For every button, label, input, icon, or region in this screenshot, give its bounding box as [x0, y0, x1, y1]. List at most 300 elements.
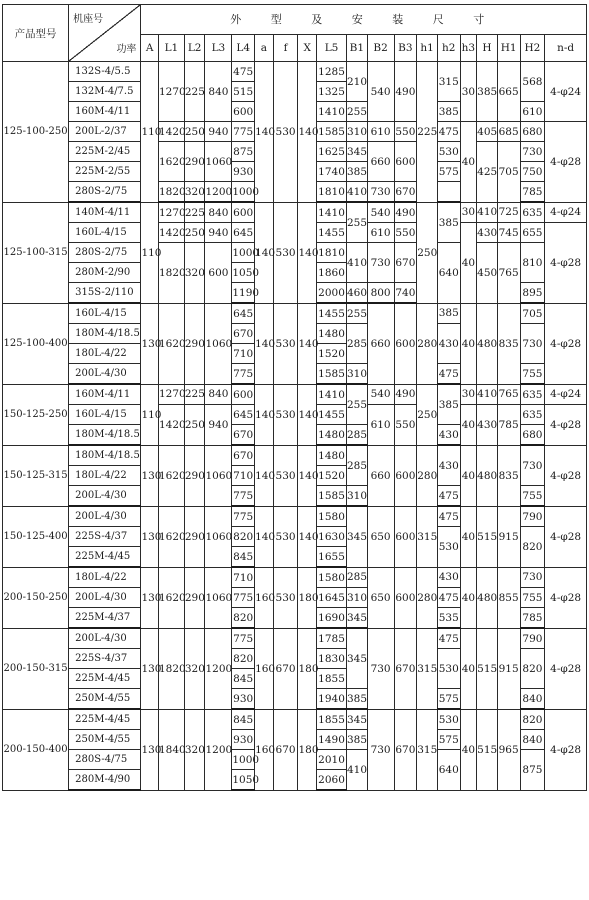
cell-a: 130 [141, 567, 159, 628]
cell-a: 110 [141, 202, 159, 303]
cell-l4: 820 [232, 608, 255, 629]
cell-b1: 410 [347, 182, 368, 203]
cell-h2: 895 [520, 283, 545, 304]
cell-l2: 290 [184, 506, 205, 567]
cell-nd: 4-φ28 [545, 628, 587, 709]
cell-h2: 610 [520, 102, 545, 122]
cell-l5: 1585 [317, 122, 347, 142]
cell-f: 530 [273, 303, 298, 384]
cell-l5: 2000 [317, 283, 347, 304]
cell-l3: 1060 [205, 142, 232, 182]
cell-l3: 1060 [205, 445, 232, 506]
cell-nd: 4-φ28 [545, 405, 587, 446]
cell-h2 [437, 182, 460, 203]
motor-cell: 132M-4/7.5 [69, 82, 141, 102]
cell-l2: 250 [184, 122, 205, 142]
cell-l3: 1200 [205, 182, 232, 203]
cell-h1: 765 [497, 243, 520, 304]
cell-a: 130 [141, 303, 159, 384]
cell-l3: 1200 [205, 709, 232, 790]
header-col-l2: L2 [184, 34, 205, 61]
cell-h2: 820 [520, 527, 545, 568]
cell-h2: 385 [437, 384, 460, 425]
cell-h3: 40 [460, 709, 477, 790]
header-col-b3: B3 [394, 34, 417, 61]
cell-b2: 610 [367, 223, 394, 243]
cell-b2: 540 [367, 202, 394, 223]
cell-b2: 540 [367, 62, 394, 122]
cell-l4: 1000 [232, 243, 255, 263]
cell-h1: 745 [497, 223, 520, 243]
cell-l1: 1820 [159, 628, 185, 709]
cell-a: 130 [141, 709, 159, 790]
cell-h2: 430 [437, 445, 460, 486]
cell-a: 110 [141, 62, 159, 203]
table-row [3, 384, 587, 405]
cell-l5: 1585 [317, 364, 347, 385]
cell-l3: 600 [205, 243, 232, 304]
cell-h2: 475 [437, 506, 460, 527]
cell-b1: 285 [347, 425, 368, 446]
cell-l5: 1855 [317, 709, 347, 730]
cell-h2: 475 [437, 122, 460, 142]
header-col-h1: H1 [497, 34, 520, 61]
motor-cell: 160M-4/11 [69, 384, 141, 405]
cell-x: 180 [298, 709, 317, 790]
cell-l4: 710 [232, 466, 255, 486]
motor-cell: 250M-4/55 [69, 689, 141, 710]
cell-h1: 725 [497, 202, 520, 223]
cell-h3: 40 [460, 303, 477, 384]
cell-l3: 840 [205, 62, 232, 122]
cell-h2: 785 [520, 182, 545, 203]
cell-b3: 600 [394, 142, 417, 182]
cell-h2: 575 [437, 162, 460, 182]
cell-l4: 775 [232, 506, 255, 527]
cell-b3: 490 [394, 202, 417, 223]
motor-cell: 225M-2/55 [69, 162, 141, 182]
cell-a: 130 [141, 506, 159, 567]
model-cell: 150-125-250 [3, 384, 69, 445]
cell-h2: 840 [520, 730, 545, 750]
cell-b3: 670 [394, 628, 417, 709]
cell-b3: 670 [394, 243, 417, 283]
cell-l5: 1940 [317, 689, 347, 710]
cell-l5: 1580 [317, 567, 347, 588]
cell-h: 480 [477, 445, 498, 506]
cell-x: 180 [298, 567, 317, 628]
cell-l5: 1285 [317, 62, 347, 82]
cell-l1: 1620 [159, 445, 185, 506]
cell-nd: 4-φ28 [545, 506, 587, 567]
cell-h2: 750 [520, 162, 545, 182]
cell-h2: 810 [520, 243, 545, 283]
cell-l3: 1060 [205, 506, 232, 567]
cell-f: 530 [273, 384, 298, 445]
cell-l4: 775 [232, 122, 255, 142]
cell-b2: 730 [367, 709, 394, 790]
header-col-b1: B1 [347, 34, 368, 61]
cell-l4: 670 [232, 425, 255, 446]
motor-cell: 225S-4/37 [69, 527, 141, 547]
table-row [3, 303, 587, 324]
cell-h1: 280 [417, 303, 438, 384]
cell-h3: 40 [460, 445, 477, 506]
cell-l4: 845 [232, 547, 255, 568]
cell-f: 530 [273, 62, 298, 203]
cell-l4: 515 [232, 82, 255, 102]
cell-b1: 310 [347, 364, 368, 385]
header-title: 外 型 及 安 装 尺 寸 [141, 5, 587, 35]
header-col-b2: B2 [367, 34, 394, 61]
cell-b2: 800 [367, 283, 394, 304]
cell-h2: 840 [520, 689, 545, 710]
cell-l5: 1860 [317, 263, 347, 283]
cell-l5: 1490 [317, 730, 347, 750]
cell-b3: 670 [394, 182, 417, 203]
cell-l5: 1325 [317, 82, 347, 102]
motor-cell: 200L-4/30 [69, 588, 141, 608]
cell-x: 140 [298, 62, 317, 203]
motor-cell: 180M-4/18.5 [69, 324, 141, 344]
dimension-table [2, 4, 587, 791]
cell-b1: 255 [347, 202, 368, 243]
cell-h1: 280 [417, 445, 438, 506]
cell-l4: 600 [232, 384, 255, 405]
cell-l5: 1630 [317, 527, 347, 547]
cell-h1: 250 [417, 202, 438, 303]
cell-f: 670 [273, 628, 298, 709]
cell-l4: 670 [232, 445, 255, 466]
cell-l5: 1480 [317, 425, 347, 446]
cell-h2: 730 [520, 142, 545, 162]
cell-h2: 785 [520, 608, 545, 629]
cell-b3: 490 [394, 384, 417, 405]
cell-h3: 40 [460, 506, 477, 567]
cell-b1: 345 [347, 142, 368, 162]
table-row [3, 62, 587, 82]
cell-l1: 1420 [159, 122, 185, 142]
cell-l5: 1480 [317, 445, 347, 466]
header-col-x: X [298, 34, 317, 61]
cell-a: 130 [141, 445, 159, 506]
cell-h1: 785 [497, 405, 520, 446]
cell-h2: 385 [437, 303, 460, 324]
cell-b2: 660 [367, 142, 394, 182]
cell-l5: 1520 [317, 466, 347, 486]
cell-l5: 1830 [317, 649, 347, 669]
cell-l4: 845 [232, 709, 255, 730]
cell-b1: 310 [347, 486, 368, 507]
cell-h1: 315 [417, 709, 438, 790]
cell-h2: 315 [437, 62, 460, 102]
cell-b1: 385 [347, 162, 368, 182]
cell-l1: 1620 [159, 303, 185, 384]
cell-h: 450 [477, 243, 498, 304]
cell-h2: 475 [437, 588, 460, 608]
cell-l4: 1000 [232, 750, 255, 770]
cell-b3: 550 [394, 223, 417, 243]
cell-h2: 680 [520, 122, 545, 142]
cell-h2: 820 [520, 649, 545, 689]
cell-l4: 670 [232, 324, 255, 344]
model-cell: 125-100-250 [3, 62, 69, 203]
cell-h2: 705 [520, 303, 545, 324]
cell-b2: 730 [367, 182, 394, 203]
cell-h1: 225 [417, 62, 438, 203]
motor-cell: 225M-4/45 [69, 669, 141, 689]
cell-h2: 530 [437, 527, 460, 568]
cell-a: 140 [255, 202, 274, 303]
cell-nd: 4-φ28 [545, 567, 587, 628]
cell-b1: 410 [347, 243, 368, 283]
cell-h2: 430 [437, 567, 460, 588]
motor-cell: 280M-4/90 [69, 770, 141, 791]
cell-x: 140 [298, 303, 317, 384]
header-col-l4: L4 [232, 34, 255, 61]
cell-b2: 660 [367, 303, 394, 384]
cell-h1: 965 [497, 709, 520, 790]
motor-cell: 280M-2/90 [69, 263, 141, 283]
cell-b2: 730 [367, 628, 394, 709]
motor-cell: 132S-4/5.5 [69, 62, 141, 82]
cell-l2: 290 [184, 303, 205, 384]
motor-cell: 200L-4/30 [69, 628, 141, 649]
cell-h2: 755 [520, 588, 545, 608]
cell-h2: 640 [437, 750, 460, 791]
cell-l2: 320 [184, 182, 205, 203]
cell-h: 515 [477, 709, 498, 790]
cell-l1: 1840 [159, 709, 185, 790]
cell-l4: 710 [232, 344, 255, 364]
cell-a: 110 [141, 384, 159, 445]
cell-l4: 845 [232, 669, 255, 689]
cell-h3: 40 [460, 223, 477, 304]
cell-h2: 635 [520, 405, 545, 425]
cell-l5: 1455 [317, 405, 347, 425]
cell-l5: 2010 [317, 750, 347, 770]
motor-cell: 180M-4/18.5 [69, 425, 141, 446]
cell-l4: 820 [232, 649, 255, 669]
cell-h3: 40 [460, 122, 477, 203]
cell-l5: 1740 [317, 162, 347, 182]
cell-h: 430 [477, 223, 498, 243]
cell-f: 530 [273, 506, 298, 567]
cell-l3: 940 [205, 223, 232, 243]
cell-l4: 600 [232, 102, 255, 122]
cell-h2: 535 [437, 608, 460, 629]
cell-l5: 1785 [317, 628, 347, 649]
cell-h1: 280 [417, 567, 438, 628]
cell-h2: 430 [437, 425, 460, 446]
header-col-h3: h3 [460, 34, 477, 61]
model-cell: 200-150-250 [3, 567, 69, 628]
cell-b2: 730 [367, 243, 394, 283]
cell-l5: 1520 [317, 344, 347, 364]
cell-b1: 310 [347, 122, 368, 142]
motor-cell: 225M-4/37 [69, 608, 141, 629]
cell-l2: 320 [184, 243, 205, 304]
cell-b2: 660 [367, 445, 394, 506]
motor-cell: 200L-4/30 [69, 506, 141, 527]
cell-h2: 790 [520, 506, 545, 527]
cell-b1: 255 [347, 384, 368, 425]
cell-x: 140 [298, 202, 317, 303]
cell-b1: 285 [347, 324, 368, 364]
cell-b3: 670 [394, 709, 417, 790]
cell-l2: 320 [184, 709, 205, 790]
cell-l4: 645 [232, 405, 255, 425]
header-col-h2: h2 [437, 34, 460, 61]
cell-a: 130 [141, 628, 159, 709]
cell-h: 410 [477, 202, 498, 223]
cell-h1: 835 [497, 303, 520, 384]
cell-l5: 1580 [317, 506, 347, 527]
motor-cell: 160L-4/15 [69, 303, 141, 324]
header-col-f: f [273, 34, 298, 61]
model-cell: 125-100-400 [3, 303, 69, 384]
cell-l4: 1050 [232, 263, 255, 283]
cell-l2: 225 [184, 202, 205, 223]
cell-b3: 550 [394, 122, 417, 142]
cell-nd: 4-φ28 [545, 122, 587, 203]
cell-a: 140 [255, 303, 274, 384]
cell-l4: 475 [232, 62, 255, 82]
cell-l5: 1585 [317, 486, 347, 507]
cell-l3: 1060 [205, 303, 232, 384]
cell-l5: 1810 [317, 243, 347, 263]
cell-l4: 600 [232, 202, 255, 223]
table-row [3, 202, 587, 223]
cell-l2: 290 [184, 142, 205, 182]
cell-b3: 600 [394, 567, 417, 628]
cell-h1: 915 [497, 506, 520, 567]
cell-l4: 930 [232, 689, 255, 710]
cell-h2: 730 [520, 567, 545, 588]
cell-f: 670 [273, 709, 298, 790]
cell-h2: 575 [437, 689, 460, 710]
cell-h2: 755 [520, 486, 545, 507]
cell-a: 160 [255, 709, 274, 790]
cell-b1: 345 [347, 709, 368, 730]
motor-cell: 225S-4/37 [69, 649, 141, 669]
cell-l5: 1480 [317, 324, 347, 344]
cell-b3: 740 [394, 283, 417, 304]
table-row [3, 709, 587, 730]
table-row [3, 445, 587, 466]
motor-cell: 160M-4/11 [69, 102, 141, 122]
cell-l2: 290 [184, 567, 205, 628]
cell-h2: 385 [437, 202, 460, 243]
cell-nd: 4-φ24 [545, 384, 587, 405]
cell-nd: 4-φ28 [545, 303, 587, 384]
cell-l1: 1820 [159, 243, 185, 304]
cell-a: 140 [255, 62, 274, 203]
cell-l1: 1270 [159, 202, 185, 223]
model-cell: 200-150-315 [3, 628, 69, 709]
header-col-l3: L3 [205, 34, 232, 61]
cell-a: 140 [255, 445, 274, 506]
cell-l2: 290 [184, 445, 205, 506]
motor-cell: 160L-4/15 [69, 405, 141, 425]
motor-cell: 225M-4/45 [69, 547, 141, 568]
header-col-nd: n-d [545, 34, 587, 61]
cell-h: 480 [477, 303, 498, 384]
cell-h3: 30 [460, 62, 477, 122]
cell-l1: 1620 [159, 567, 185, 628]
cell-f: 530 [273, 445, 298, 506]
cell-h2: 530 [437, 649, 460, 689]
cell-x: 180 [298, 628, 317, 709]
cell-l5: 1410 [317, 202, 347, 223]
cell-x: 140 [298, 384, 317, 445]
cell-b1: 345 [347, 628, 368, 689]
cell-l4: 775 [232, 628, 255, 649]
cell-l4: 930 [232, 730, 255, 750]
cell-l1: 1820 [159, 182, 185, 203]
cell-l5: 1625 [317, 142, 347, 162]
cell-h1: 665 [497, 62, 520, 122]
cell-b1: 285 [347, 567, 368, 588]
cell-h1: 855 [497, 567, 520, 628]
motor-cell: 280S-2/75 [69, 182, 141, 203]
cell-h1: 250 [417, 384, 438, 445]
cell-b2: 610 [367, 405, 394, 446]
cell-b1: 255 [347, 303, 368, 324]
motor-cell: 180L-4/22 [69, 344, 141, 364]
cell-h2: 790 [520, 628, 545, 649]
cell-h1: 315 [417, 506, 438, 567]
model-cell: 150-125-400 [3, 506, 69, 567]
cell-h: 405 [477, 122, 498, 142]
cell-b2: 540 [367, 384, 394, 405]
cell-h1: 685 [497, 122, 520, 142]
cell-h3: 40 [460, 628, 477, 709]
cell-h2: 530 [437, 142, 460, 162]
cell-l3: 840 [205, 384, 232, 405]
cell-h3: 40 [460, 405, 477, 446]
cell-x: 140 [298, 445, 317, 506]
model-cell: 150-125-315 [3, 445, 69, 506]
cell-h2: 530 [437, 709, 460, 730]
cell-h2: 680 [520, 425, 545, 446]
cell-h2: 475 [437, 486, 460, 507]
cell-l4: 1000 [232, 182, 255, 203]
motor-cell: 140M-4/11 [69, 202, 141, 223]
cell-l2: 225 [184, 62, 205, 122]
cell-l4: 710 [232, 567, 255, 588]
table-row [3, 628, 587, 649]
cell-b1: 460 [347, 283, 368, 304]
cell-b2: 650 [367, 506, 394, 567]
cell-l2: 250 [184, 405, 205, 446]
cell-a: 140 [255, 384, 274, 445]
cell-l4: 775 [232, 486, 255, 507]
header-power: 功率 [116, 44, 137, 55]
cell-b3: 550 [394, 405, 417, 446]
cell-l5: 1810 [317, 182, 347, 203]
cell-b1: 310 [347, 588, 368, 608]
cell-b1: 385 [347, 689, 368, 710]
cell-h: 515 [477, 628, 498, 709]
cell-l3: 1200 [205, 628, 232, 709]
cell-x: 140 [298, 506, 317, 567]
cell-l2: 320 [184, 628, 205, 709]
motor-cell: 180L-4/22 [69, 466, 141, 486]
cell-a: 140 [255, 506, 274, 567]
table-row [3, 506, 587, 527]
motor-cell: 225M-4/45 [69, 709, 141, 730]
